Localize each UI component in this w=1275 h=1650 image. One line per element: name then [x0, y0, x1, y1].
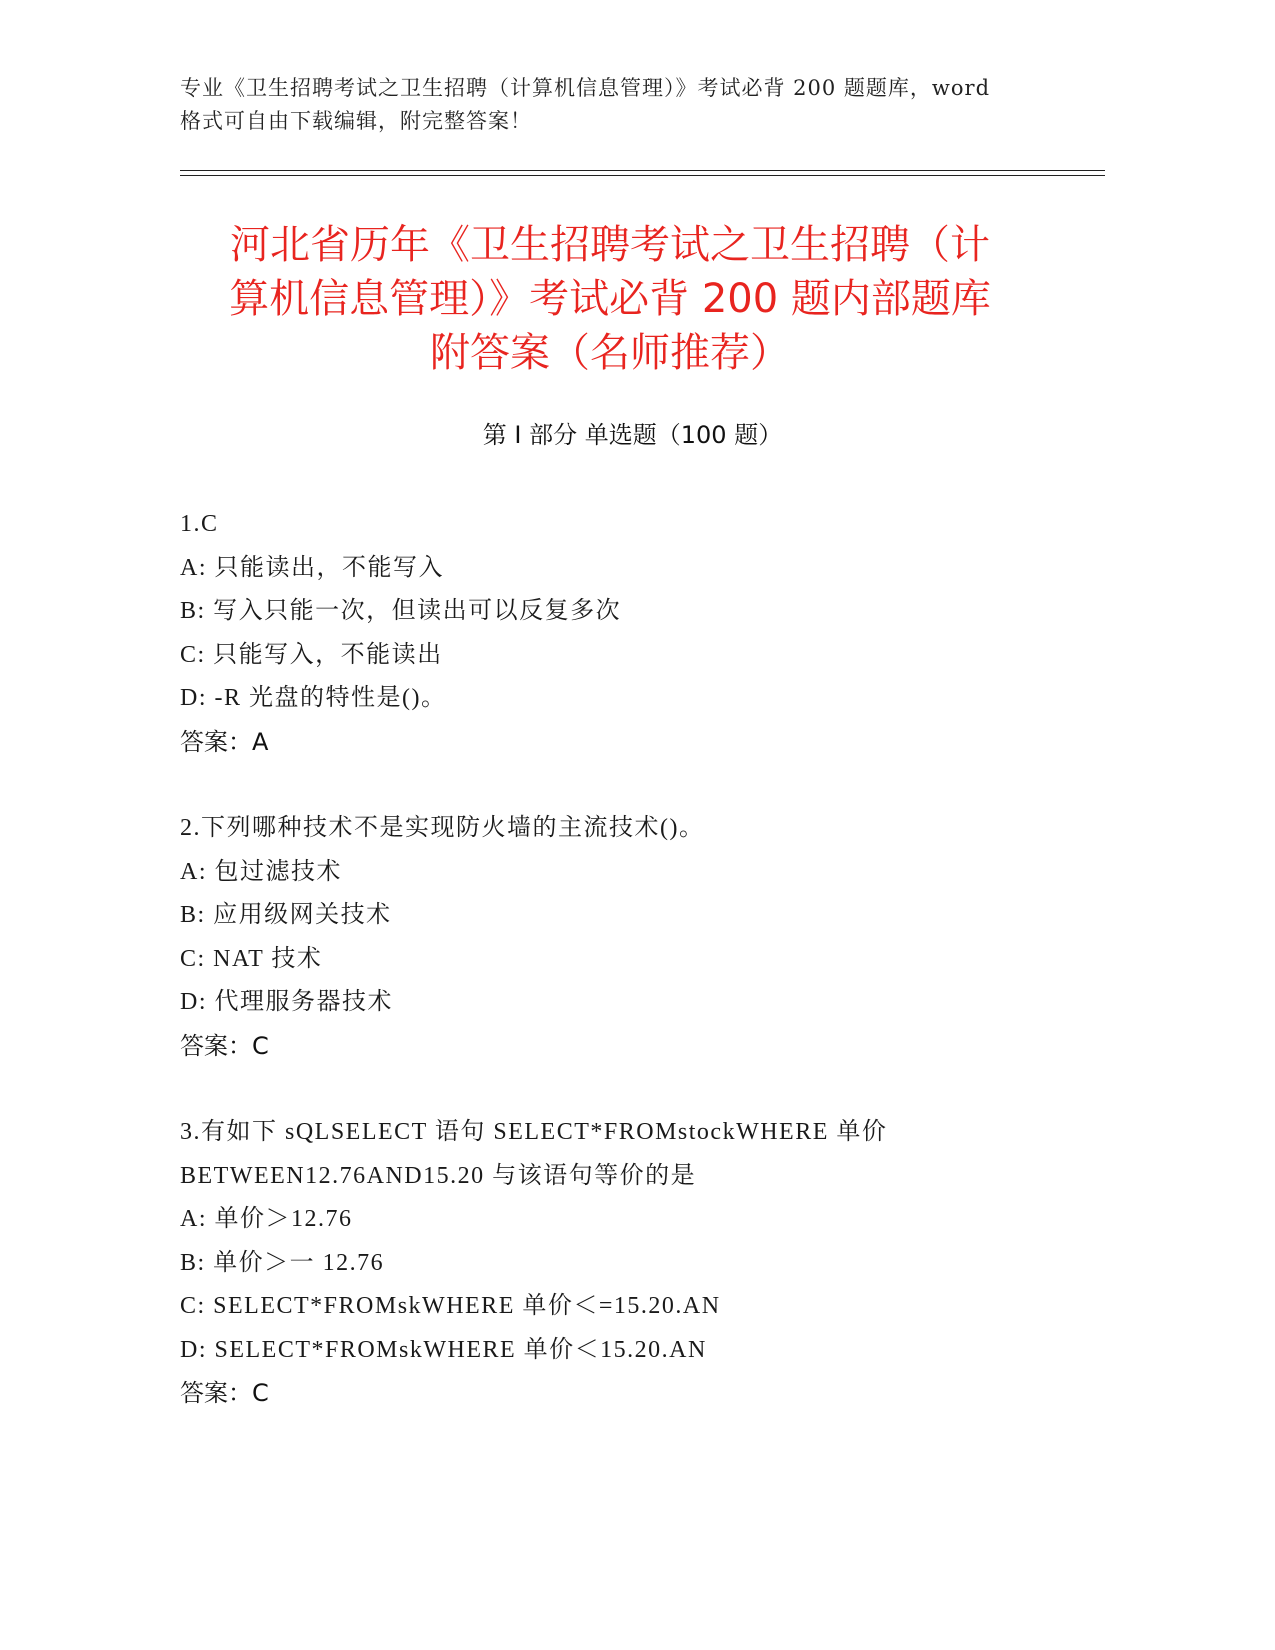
option-a: A: 单价＞12.76 — [180, 1206, 353, 1232]
answer: 答案：C — [180, 1379, 269, 1407]
option-b: B: 写入只能一次，但读出可以反复多次 — [180, 598, 622, 624]
question-stem: 1.C — [180, 511, 219, 537]
header-note — [180, 72, 1080, 138]
option-b: B: 单价＞一 12.76 — [180, 1249, 385, 1276]
section-title: 第 I 部分 单选题（100 题） — [482, 421, 783, 449]
option-a: A: 包过滤技术 — [180, 858, 342, 885]
document-title — [160, 218, 1060, 380]
title-line-2: 算机信息管理）》考试必背 200 题内部题库 — [229, 276, 991, 322]
option-d: D: -R 光盘的特性是()。 — [180, 685, 447, 711]
question-1 — [180, 503, 1100, 764]
option-c: C: SELECT*FROMskWHERE 单价＜=15.20.AN — [180, 1293, 721, 1319]
option-d: D: 代理服务器技术 — [180, 989, 393, 1015]
answer: 答案：A — [180, 727, 269, 756]
option-a: A: 只能读出，不能写入 — [180, 554, 444, 581]
option-c: C: NAT 技术 — [180, 945, 323, 972]
answer: 答案：C — [180, 1031, 269, 1060]
option-b: B: 应用级网关技术 — [180, 902, 392, 928]
header-note-line-1: 专业《卫生招聘考试之卫生招聘（计算机信息管理）》考试必背 200 题题库，word — [180, 76, 991, 100]
question-2 — [180, 807, 1100, 1068]
header-note-line-2: 格式可自由下载编辑，附完整答案！ — [180, 109, 532, 133]
title-line-3: 附答案（名师推荐） — [430, 330, 790, 376]
title-line-1: 河北省历年《卫生招聘考试之卫生招聘（计 — [230, 222, 990, 268]
option-c: C: 只能写入，不能读出 — [180, 641, 443, 668]
question-list — [180, 503, 1100, 1459]
question-stem: 2.下列哪种技术不是实现防火墙的主流技术()。 — [180, 815, 705, 841]
question-3 — [180, 1111, 1100, 1416]
question-stem-continued: BETWEEN12.76AND15.20 与该语句等价的是 — [180, 1162, 697, 1189]
header-divider — [180, 170, 1105, 176]
option-d: D: SELECT*FROMskWHERE 单价＜15.20.AN — [180, 1336, 707, 1363]
question-stem: 3.有如下 sQLSELECT 语句 SELECT*FROMstockWHERE 单价 — [180, 1119, 888, 1145]
